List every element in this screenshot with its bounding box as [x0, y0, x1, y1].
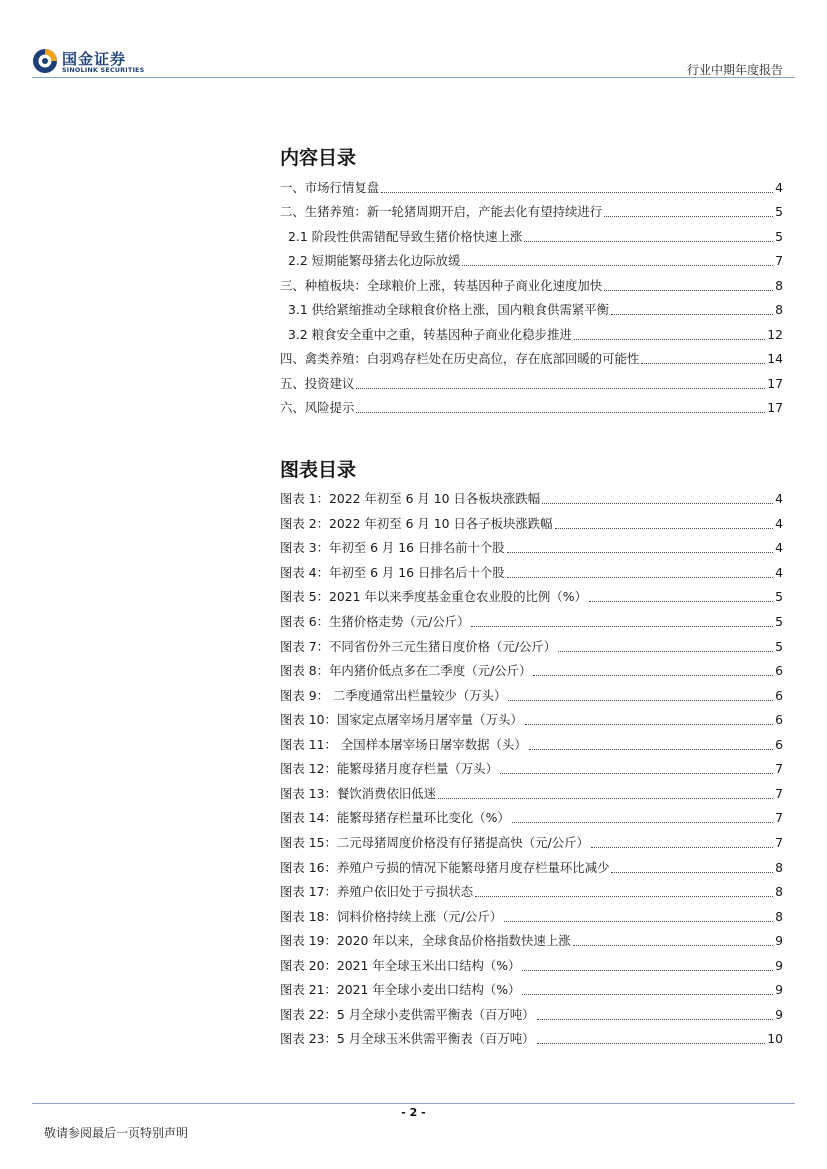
toc-entry-page: 8: [775, 278, 783, 293]
figures-title: 图表目录: [280, 459, 357, 481]
figure-entry[interactable]: [280, 635, 783, 655]
dot-leader: [574, 338, 765, 340]
dot-leader: [356, 411, 765, 413]
toc-entry-page: 14: [767, 351, 783, 366]
figure-entry-text: 图表 8：年内猪价低点多在二季度（元/公斤）: [280, 663, 532, 678]
dot-leader: [604, 289, 773, 291]
toc-entry-page: 8: [775, 302, 783, 317]
dot-leader: [475, 895, 773, 897]
figure-entry-text: 图表 3：年初至 6 月 16 日排名前十个股: [280, 540, 505, 555]
toc-entry-text: 2.1 阶段性供需错配导致生猪价格快速上涨: [288, 229, 523, 244]
figure-entry[interactable]: [280, 733, 783, 753]
footer-divider: [32, 1103, 795, 1104]
dot-leader: [573, 944, 773, 946]
toc-entry-page: 17: [767, 400, 783, 415]
toc-entry-text: 三、种植板块：全球粮价上涨，转基因种子商业化速度加快: [280, 278, 603, 293]
figure-entry-page: 9: [775, 1007, 783, 1022]
contents-title: 内容目录: [280, 147, 357, 169]
figure-entry-text: 图表 2：2022 年初至 6 月 10 日各子板块涨跌幅: [280, 516, 553, 531]
figure-entry-page: 5: [775, 614, 783, 629]
toc-entry-page: 5: [775, 204, 783, 219]
dot-leader: [507, 576, 773, 578]
toc-entry-page: 4: [775, 180, 783, 195]
figure-entry-text: 图表 13：餐饮消费依旧低迷: [280, 786, 437, 801]
figure-entry-page: 6: [775, 688, 783, 703]
dot-leader: [589, 600, 773, 602]
toc-entry-page: 7: [775, 253, 783, 268]
dot-leader: [611, 871, 773, 873]
toc-entry[interactable]: [280, 372, 783, 392]
figure-entry-text: 图表 19：2020 年以来，全球食品价格指数快速上涨: [280, 933, 571, 948]
figure-entry[interactable]: [280, 610, 783, 630]
figure-entry-text: 图表 21：2021 年全球小麦出口结构（%）: [280, 982, 521, 997]
toc-subentry[interactable]: [280, 323, 783, 343]
figure-entry-text: 图表 6：生猪价格走势（元/公斤）: [280, 614, 470, 629]
figure-entry[interactable]: [280, 561, 783, 581]
header-divider: [32, 77, 795, 78]
figure-entry-page: 4: [775, 516, 783, 531]
figure-entry[interactable]: [280, 684, 783, 704]
figure-entry[interactable]: [280, 831, 783, 851]
dot-leader: [512, 821, 773, 823]
figure-entry-page: 10: [767, 1031, 783, 1046]
figure-entry-text: 图表 20：2021 年全球玉米出口结构（%）: [280, 958, 521, 973]
figure-entry-text: 图表 12：能繁母猪月度存栏量（万头）: [280, 761, 498, 776]
dot-leader: [542, 502, 773, 504]
logo-english-name: SINOLINK SECURITIES: [62, 66, 145, 74]
dot-leader: [507, 551, 773, 553]
figure-entry[interactable]: [280, 954, 783, 974]
dot-leader: [522, 993, 773, 995]
figure-entry[interactable]: [280, 708, 783, 728]
figure-entry-text: 图表 5：2021 年以来季度基金重仓农业股的比例（%）: [280, 589, 587, 604]
logo-chinese-name: 国金证券: [62, 50, 127, 68]
figure-entry-page: 4: [775, 540, 783, 555]
figure-entry[interactable]: [280, 978, 783, 998]
toc-entry-text: 五、投资建议: [280, 376, 355, 391]
toc-entry-page: 12: [767, 327, 783, 342]
dot-leader: [611, 313, 773, 315]
figure-entry-page: 8: [775, 860, 783, 875]
figure-entry[interactable]: [280, 856, 783, 876]
dot-leader: [537, 1042, 766, 1044]
figure-entry-page: 9: [775, 958, 783, 973]
toc-entry[interactable]: [280, 274, 783, 294]
dot-leader: [438, 797, 773, 799]
dot-leader: [558, 650, 773, 652]
figure-entry[interactable]: [280, 757, 783, 777]
dot-leader: [356, 387, 765, 389]
toc-entry-page: 5: [775, 229, 783, 244]
figure-entry[interactable]: [280, 487, 783, 507]
figure-entry-page: 8: [775, 909, 783, 924]
dot-leader: [500, 772, 773, 774]
toc-entry-text: 2.2 短期能繁母猪去化边际放缓: [288, 253, 461, 268]
figure-entry[interactable]: [280, 880, 783, 900]
figure-entry-text: 图表 18：饲料价格持续上涨（元/公斤）: [280, 909, 503, 924]
dot-leader: [504, 920, 773, 922]
figure-entry-text: 图表 15：二元母猪周度价格没有仔猪提高快（元/公斤）: [280, 835, 589, 850]
toc-entry-text: 二、生猪养殖：新一轮猪周期开启，产能去化有望持续进行: [280, 204, 603, 219]
toc-entry[interactable]: [280, 176, 783, 196]
dot-leader: [522, 969, 773, 971]
figure-entry-text: 图表 9： 二季度通常出栏量较少（万头）: [280, 688, 507, 703]
dot-leader: [471, 625, 773, 627]
dot-leader: [524, 240, 773, 242]
company-logo: [32, 44, 162, 78]
figure-entry[interactable]: [280, 659, 783, 679]
figure-entry-text: 图表 11： 全国样本屠宰场日屠宰数据（头）: [280, 737, 527, 752]
report-type-label: 行业中期年度报告: [686, 63, 783, 77]
figure-entry[interactable]: [280, 929, 783, 949]
figure-entry-page: 7: [775, 835, 783, 850]
page-header: [0, 0, 827, 80]
figure-entry-text: 图表 7：不同省份外三元生猪日度价格（元/公斤）: [280, 639, 557, 654]
dot-leader: [555, 527, 773, 529]
toc-entry[interactable]: [280, 347, 783, 367]
figure-entry-page: 6: [775, 737, 783, 752]
figure-entry-text: 图表 10：国家定点屠宰场月屠宰量（万头）: [280, 712, 523, 727]
toc-entry-text: 一、市场行情复盘: [280, 180, 380, 195]
page-number: - 2 -: [401, 1106, 426, 1119]
dot-leader: [533, 674, 773, 676]
dot-leader: [537, 1018, 773, 1020]
figure-entry[interactable]: [280, 536, 783, 556]
figure-entry-page: 6: [775, 663, 783, 678]
figure-entry-text: 图表 22：5 月全球小麦供需平衡表（百万吨）: [280, 1007, 535, 1022]
figure-entry[interactable]: [280, 1003, 783, 1023]
dot-leader: [641, 362, 765, 364]
figure-entry-page: 7: [775, 761, 783, 776]
disclaimer-note: 敬请参阅最后一页特别声明: [44, 1126, 189, 1140]
figure-entry-text: 图表 17：养殖户依旧处于亏损状态: [280, 884, 474, 899]
toc-subentry[interactable]: [280, 298, 783, 318]
figure-entry[interactable]: [280, 1027, 783, 1047]
figure-entry[interactable]: [280, 905, 783, 925]
figure-entry-text: 图表 14：能繁母猪存栏量环比变化（%）: [280, 810, 510, 825]
figure-entry-text: 图表 4：年初至 6 月 16 日排名后十个股: [280, 565, 505, 580]
figure-entry-page: 5: [775, 589, 783, 604]
dot-leader: [591, 846, 773, 848]
figure-entry-page: 4: [775, 491, 783, 506]
figure-entry[interactable]: [280, 782, 783, 802]
figure-entry-page: 6: [775, 712, 783, 727]
dot-leader: [529, 748, 773, 750]
figure-entry-text: 图表 23：5 月全球玉米供需平衡表（百万吨）: [280, 1031, 535, 1046]
figure-entry[interactable]: [280, 512, 783, 532]
toc-entry-text: 3.2 粮食安全重中之重，转基因种子商业化稳步推进: [288, 327, 572, 342]
figure-entry-text: 图表 1：2022 年初至 6 月 10 日各板块涨跌幅: [280, 491, 541, 506]
toc-entry-text: 3.1 供给紧缩推动全球粮食价格上涨，国内粮食供需紧平衡: [288, 302, 610, 317]
figure-entry-page: 9: [775, 982, 783, 997]
dot-leader: [508, 699, 773, 701]
figure-entry-page: 5: [775, 639, 783, 654]
toc-subentry[interactable]: [280, 249, 783, 269]
toc-entry-page: 17: [767, 376, 783, 391]
figure-entry-page: 8: [775, 884, 783, 899]
figure-entry-page: 7: [775, 810, 783, 825]
toc-entry-text: 四、禽类养殖：白羽鸡存栏处在历史高位，存在底部回暖的可能性: [280, 351, 640, 366]
dot-leader: [604, 215, 773, 217]
dot-leader: [462, 264, 773, 266]
dot-leader: [381, 191, 773, 193]
figure-entry-page: 9: [775, 933, 783, 948]
figure-entry-page: 7: [775, 786, 783, 801]
toc-entry[interactable]: [280, 396, 783, 416]
toc-entry[interactable]: [280, 200, 783, 220]
toc-entry-text: 六、风险提示: [280, 400, 355, 415]
figure-entry[interactable]: [280, 585, 783, 605]
dot-leader: [525, 723, 773, 725]
figure-entry-page: 4: [775, 565, 783, 580]
toc-subentry[interactable]: [280, 225, 783, 245]
figure-entry-text: 图表 16：养殖户亏损的情况下能繁母猪月度存栏量环比减少: [280, 860, 610, 875]
logo-mark-icon: [32, 48, 58, 74]
figure-entry[interactable]: [280, 806, 783, 826]
